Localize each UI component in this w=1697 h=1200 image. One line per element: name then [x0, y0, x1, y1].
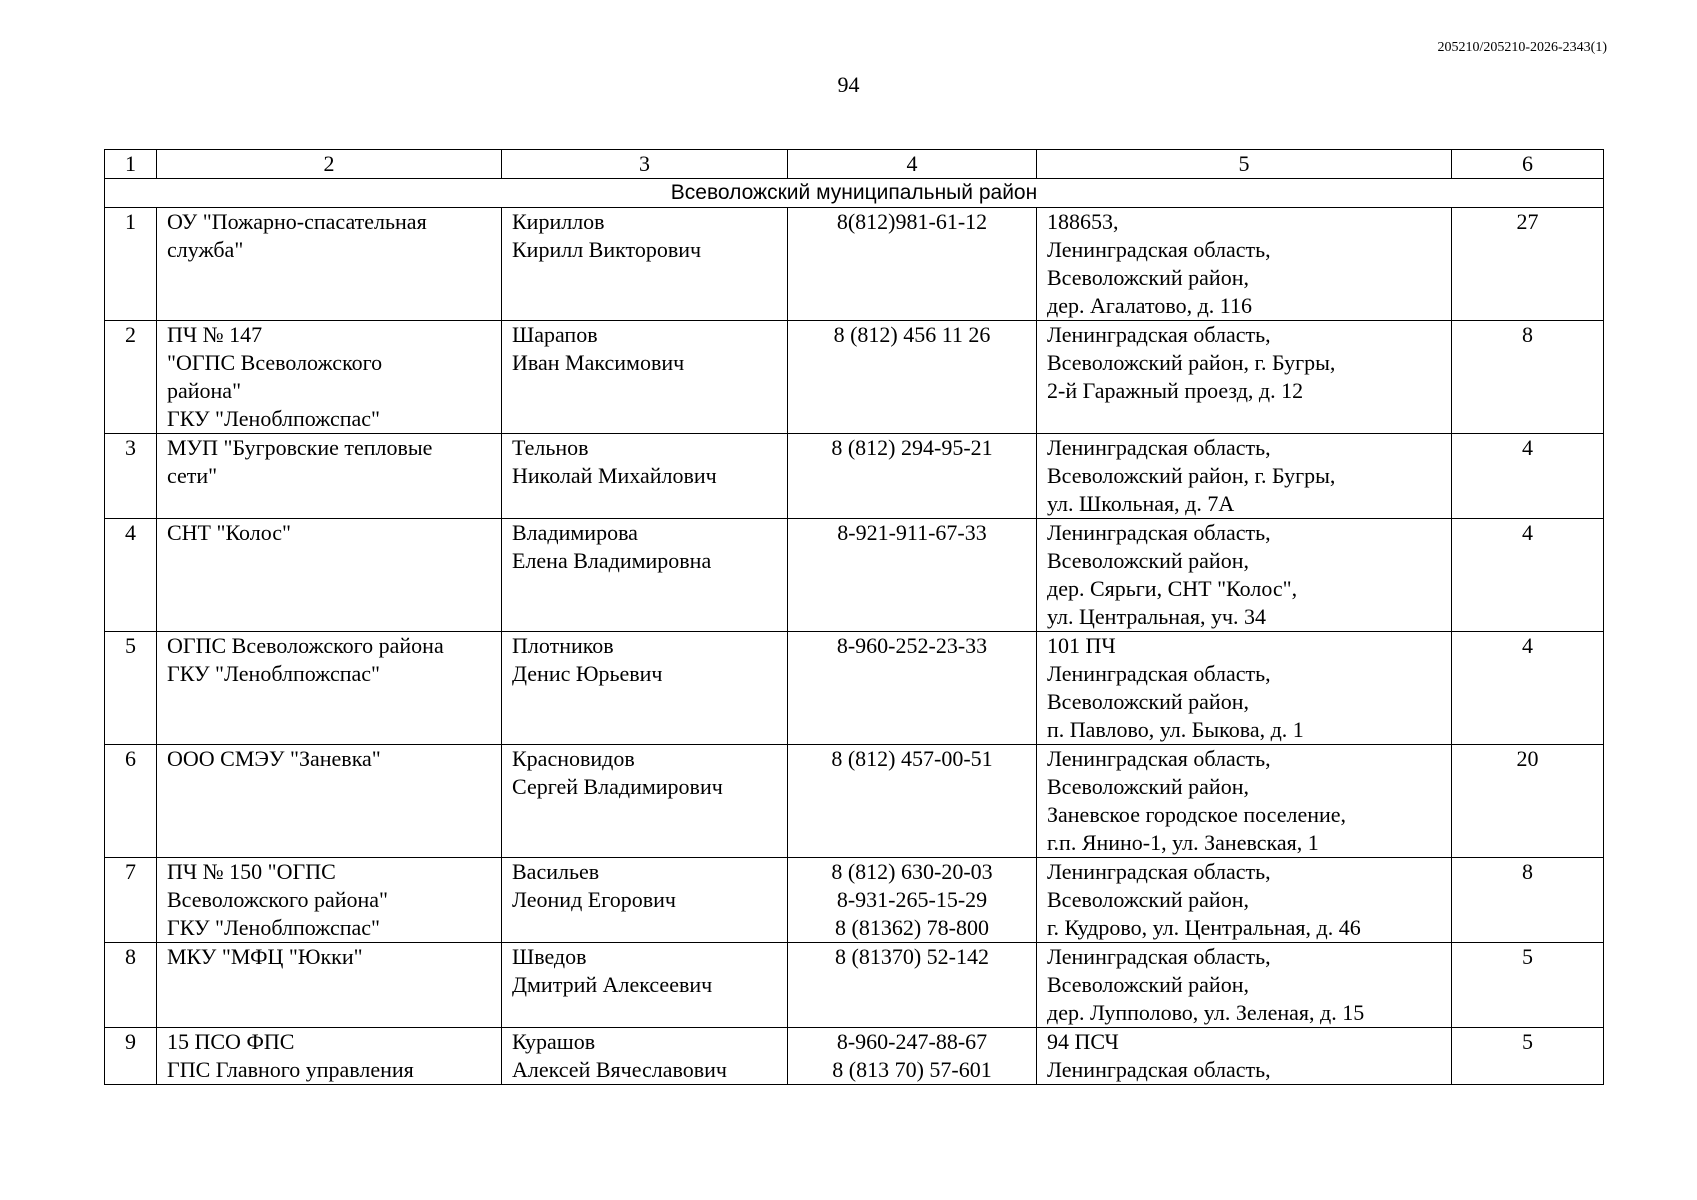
address-cell — [1037, 943, 1452, 1028]
row-number: 3 — [105, 434, 157, 519]
page-number: 94 — [837, 72, 860, 97]
address-cell-line: г. Кудрово, ул. Центральная, д. 46 — [1047, 915, 1361, 940]
contact-person-cell-line: Курашов — [512, 1029, 596, 1054]
address-cell-line: Ленинградская область, — [1047, 661, 1271, 686]
phone-cell-line: 8 (812) 294-95-21 — [831, 435, 993, 460]
organization-cell-line: "ОГПС Всеволожского — [167, 350, 383, 375]
address-cell-line: Всеволожский район, — [1047, 548, 1249, 573]
organization-cell — [157, 745, 502, 858]
contact-person-cell-line: Красновидов — [512, 746, 635, 771]
contact-person-cell — [502, 632, 788, 745]
count-cell: 4 — [1452, 632, 1604, 745]
contact-person-cell-line: Николай Михайлович — [512, 463, 717, 488]
phone-cell-line: 8 (81370) 52-142 — [835, 944, 989, 969]
row-number: 4 — [105, 519, 157, 632]
organization-cell-line: района" — [167, 378, 242, 403]
phone-cell-line: 8 (812) 456 11 26 — [833, 322, 991, 347]
contact-person-cell — [502, 519, 788, 632]
organization-cell-line: ОГПС Всеволожского района — [167, 633, 444, 658]
contact-person-cell — [502, 208, 788, 321]
contact-person-cell-line: Сергей Владимирович — [512, 774, 723, 799]
address-cell-line: ул. Центральная, уч. 34 — [1047, 604, 1267, 629]
organization-cell — [157, 434, 502, 519]
row-number: 5 — [105, 632, 157, 745]
organization-cell-line: Всеволожского района" — [167, 887, 389, 912]
phone-cell-line: 8(812)981-61-12 — [836, 209, 988, 234]
phone-cell — [788, 434, 1037, 519]
organization-cell-line: ПЧ № 147 — [167, 322, 263, 347]
table-row — [105, 745, 1604, 858]
contact-person-cell-line: Леонид Егорович — [512, 887, 676, 912]
phone-cell — [788, 519, 1037, 632]
phone-cell-line: 8 (812) 630-20-03 — [831, 859, 993, 884]
address-cell-line: 101 ПЧ — [1047, 633, 1116, 658]
contact-person-cell — [502, 321, 788, 434]
contact-person-cell-line: Владимирова — [512, 520, 638, 545]
document-id: 205210/205210-2026-2343(1) — [1437, 40, 1607, 55]
address-cell-line: Всеволожский район, г. Бугры, — [1047, 350, 1336, 375]
organization-cell — [157, 519, 502, 632]
contact-person-cell-line: Алексей Вячеславович — [512, 1057, 727, 1082]
table-row — [105, 632, 1604, 745]
count-cell: 20 — [1452, 745, 1604, 858]
phone-cell-line: 8 (812) 457-00-51 — [831, 746, 993, 771]
table-body — [105, 150, 1604, 1085]
address-cell-line: Ленинградская область, — [1047, 322, 1271, 347]
organization-cell-line: МКУ "МФЦ "Юкки" — [167, 944, 363, 969]
column-header-5: 5 — [1037, 150, 1452, 179]
address-cell-line: г.п. Янино-1, ул. Заневская, 1 — [1047, 830, 1319, 855]
phone-cell-line: 8 (813 70) 57-601 — [832, 1057, 992, 1082]
phone-cell — [788, 632, 1037, 745]
address-cell — [1037, 632, 1452, 745]
phone-cell — [788, 858, 1037, 943]
phone-cell — [788, 943, 1037, 1028]
contact-person-cell-line: Елена Владимировна — [512, 548, 712, 573]
contact-person-cell-line: Тельнов — [512, 435, 589, 460]
address-cell-line: п. Павлово, ул. Быкова, д. 1 — [1047, 717, 1304, 742]
phone-cell-line: 8-960-252-23-33 — [836, 633, 988, 658]
organization-cell — [157, 321, 502, 434]
address-cell-line: Ленинградская область, — [1047, 435, 1271, 460]
column-header-4: 4 — [788, 150, 1037, 179]
phone-cell — [788, 321, 1037, 434]
table-row — [105, 434, 1604, 519]
address-cell-line: Всеволожский район, — [1047, 887, 1249, 912]
contact-person-cell-line: Плотников — [512, 633, 614, 658]
organization-cell — [157, 858, 502, 943]
row-number: 6 — [105, 745, 157, 858]
column-header-3: 3 — [502, 150, 788, 179]
contact-person-cell — [502, 1028, 788, 1085]
count-cell: 5 — [1452, 943, 1604, 1028]
address-cell-line: Всеволожский район, — [1047, 774, 1249, 799]
organization-cell-line: ГКУ "Леноблпожспас" — [167, 406, 381, 431]
phone-cell-line: 8-921-911-67-33 — [837, 520, 987, 545]
contact-person-cell — [502, 434, 788, 519]
table-row — [105, 1028, 1604, 1085]
organization-cell — [157, 1028, 502, 1085]
address-cell — [1037, 1028, 1452, 1085]
phone-cell-line: 8-931-265-15-29 — [836, 887, 988, 912]
count-cell: 8 — [1452, 858, 1604, 943]
organization-cell-line: ООО СМЭУ "Заневка" — [167, 746, 381, 771]
organization-cell — [157, 943, 502, 1028]
address-cell-line: 94 ПСЧ — [1047, 1029, 1119, 1054]
phone-cell — [788, 745, 1037, 858]
table-row — [105, 321, 1604, 434]
column-header-2: 2 — [157, 150, 502, 179]
contact-person-cell-line: Шведов — [512, 944, 587, 969]
organization-cell-line: ОУ "Пожарно-спасательная — [167, 209, 427, 234]
organization-cell-line: служба" — [167, 237, 244, 262]
table-row — [105, 943, 1604, 1028]
organization-cell-line: СНТ "Колос" — [167, 520, 292, 545]
column-header-1: 1 — [105, 150, 157, 179]
row-number: 2 — [105, 321, 157, 434]
contact-person-cell-line: Кирилл Викторович — [512, 237, 702, 262]
row-number: 1 — [105, 208, 157, 321]
address-cell-line: дер. Агалатово, д. 116 — [1047, 293, 1252, 318]
organization-cell-line: ГКУ "Леноблпожспас" — [167, 661, 381, 686]
address-cell-line: дер. Лупполово, ул. Зеленая, д. 15 — [1047, 1000, 1365, 1025]
organization-cell — [157, 632, 502, 745]
address-cell-line: Всеволожский район, — [1047, 265, 1249, 290]
table-row — [105, 208, 1604, 321]
address-cell — [1037, 745, 1452, 858]
organization-cell-line: МУП "Бугровские тепловые — [167, 435, 433, 460]
row-number: 8 — [105, 943, 157, 1028]
count-cell: 8 — [1452, 321, 1604, 434]
row-number: 9 — [105, 1028, 157, 1085]
section-row — [105, 179, 1604, 208]
organization-cell-line: ПЧ № 150 "ОГПС — [167, 859, 336, 884]
organization-cell-line: ГКУ "Леноблпожспас" — [167, 915, 381, 940]
address-cell-line: Ленинградская область, — [1047, 237, 1271, 262]
organization-cell-line: ГПС Главного управления — [167, 1057, 414, 1082]
table-row — [105, 858, 1604, 943]
contact-person-cell-line: Иван Максимович — [512, 350, 685, 375]
contact-person-cell — [502, 745, 788, 858]
contact-person-cell — [502, 943, 788, 1028]
address-cell — [1037, 519, 1452, 632]
address-cell-line: Всеволожский район, г. Бугры, — [1047, 463, 1336, 488]
address-cell-line: 188653, — [1047, 209, 1119, 234]
organization-cell-line: сети" — [167, 463, 218, 488]
contact-person-cell-line: Кириллов — [512, 209, 605, 234]
address-cell — [1037, 858, 1452, 943]
address-cell-line: дер. Сярьги, СНТ "Колос", — [1047, 576, 1298, 601]
contact-person-cell-line: Денис Юрьевич — [512, 661, 663, 686]
table-row — [105, 519, 1604, 632]
phone-cell-line: 8-960-247-88-67 — [836, 1029, 988, 1054]
count-cell: 5 — [1452, 1028, 1604, 1085]
phone-cell — [788, 1028, 1037, 1085]
phone-cell — [788, 208, 1037, 321]
contact-person-cell-line: Дмитрий Алексеевич — [512, 972, 713, 997]
address-cell-line: Ленинградская область, — [1047, 944, 1271, 969]
count-cell: 4 — [1452, 519, 1604, 632]
address-cell-line: Заневское городское поселение, — [1047, 802, 1347, 827]
address-cell-line: ул. Школьная, д. 7А — [1047, 491, 1235, 516]
phone-cell-line: 8 (81362) 78-800 — [835, 915, 989, 940]
contact-person-cell — [502, 858, 788, 943]
column-number-row — [105, 150, 1604, 179]
organization-cell — [157, 208, 502, 321]
address-cell-line: Всеволожский район, — [1047, 689, 1249, 714]
address-cell — [1037, 208, 1452, 321]
row-number: 7 — [105, 858, 157, 943]
address-cell — [1037, 434, 1452, 519]
section-title: Всеволожский муниципальный район — [105, 179, 1604, 208]
contact-person-cell-line: Шарапов — [512, 322, 598, 347]
address-cell-line: Ленинградская область, — [1047, 1057, 1271, 1082]
column-header-6: 6 — [1452, 150, 1604, 179]
organizations-table — [104, 149, 1604, 1085]
address-cell-line: 2-й Гаражный проезд, д. 12 — [1047, 378, 1304, 403]
address-cell-line: Ленинградская область, — [1047, 520, 1271, 545]
organization-cell-line: 15 ПСО ФПС — [167, 1029, 295, 1054]
address-cell-line: Всеволожский район, — [1047, 972, 1249, 997]
address-cell — [1037, 321, 1452, 434]
count-cell: 4 — [1452, 434, 1604, 519]
contact-person-cell-line: Васильев — [512, 859, 600, 884]
address-cell-line: Ленинградская область, — [1047, 746, 1271, 771]
count-cell: 27 — [1452, 208, 1604, 321]
address-cell-line: Ленинградская область, — [1047, 859, 1271, 884]
